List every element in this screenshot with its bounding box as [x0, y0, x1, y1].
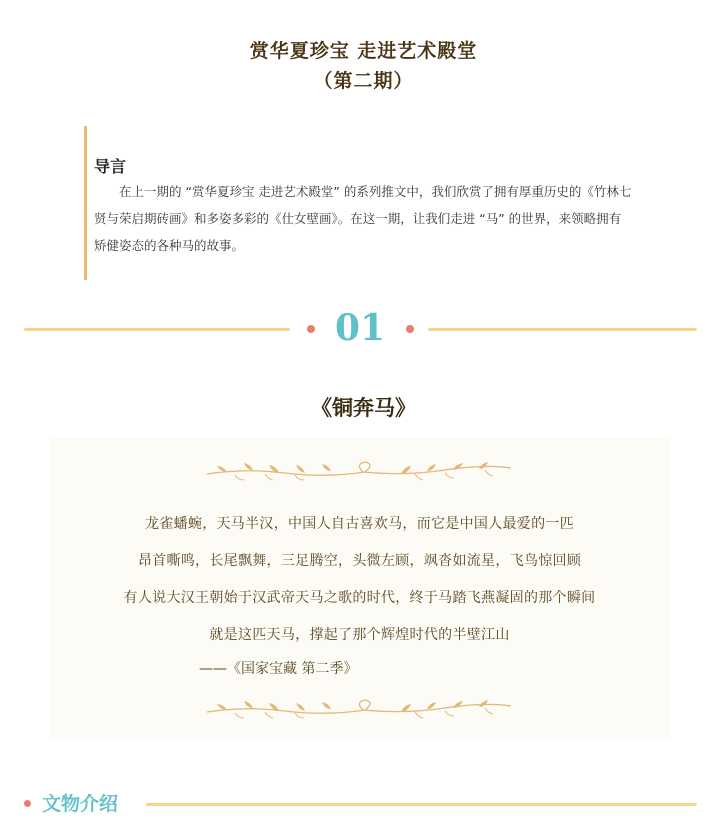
divider-line-left — [24, 328, 290, 331]
intro-heading: 导言 — [94, 157, 127, 176]
article-title-line-1: 赏华夏珍宝 走进艺术殿堂 — [249, 40, 478, 62]
quote-lines — [49, 506, 670, 654]
quote-source: ——《国家宝藏 第二季》 — [199, 661, 358, 677]
section-number: 01 — [334, 307, 386, 349]
quote-line: 就是这匹天马，撑起了那个辉煌时代的半壁江山 — [209, 627, 510, 643]
quote-line: 昂首嘶鸣，长尾飘舞，三足腾空，头微左顾，飒沓如流星，飞鸟惊回顾 — [137, 553, 582, 569]
quote-line: 有人说大汉王朝始于汉武帝天马之歌的时代，终于马踏飞燕凝固的那个瞬间 — [123, 590, 596, 606]
intro-paragraph: 在上一期的 “赏华夏珍宝 走进艺术殿堂” 的系列推文中，我们欣赏了拥有厚重历史的《竹林七贤与荣启期砖画》和多姿多彩的《仕女壁画》。在这一期，让我们走进 “马” 的世界，来领略拥有矫健姿态的各种马的故事。 — [94, 184, 632, 253]
dot-icon — [24, 800, 31, 807]
dot-icon — [307, 325, 315, 333]
artifact-title: 《铜奔马》 — [311, 396, 416, 420]
relic-section-heading — [0, 788, 727, 822]
quote-card — [49, 438, 670, 740]
article-title-line-2: （第二期） — [313, 70, 414, 92]
article-title — [0, 36, 727, 96]
vine-ornament-icon — [205, 696, 515, 722]
intro-block — [84, 126, 632, 280]
relic-heading-text: 文物介绍 — [42, 793, 119, 815]
heading-underline — [146, 803, 697, 806]
section-divider — [0, 307, 727, 350]
quote-line: 龙雀蟠蜿，天马半汉，中国人自古喜欢马，而它是中国人最爱的一匹 — [145, 516, 574, 532]
dot-icon — [406, 325, 414, 333]
divider-line-right — [428, 328, 697, 331]
vine-ornament-icon — [205, 458, 515, 484]
